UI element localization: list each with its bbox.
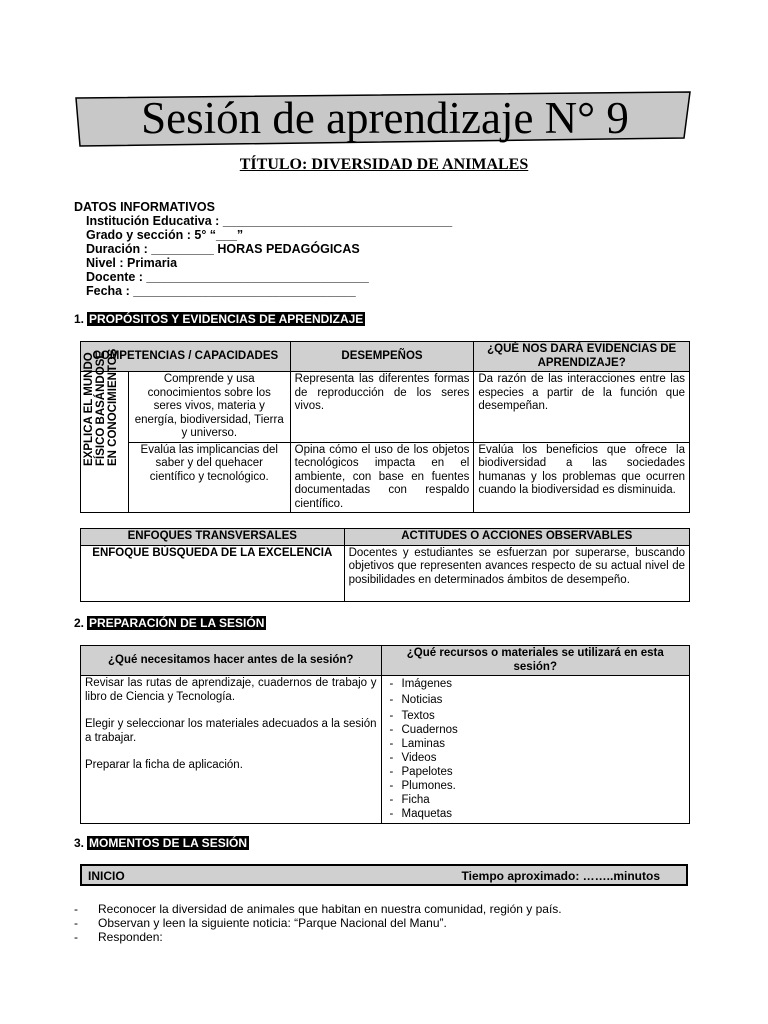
recurso-item: - Plumones. [390,779,686,793]
recurso-item: - Cuadernos [390,723,686,737]
header-desempenos: DESEMPEÑOS [290,342,474,372]
recurso-item: - Imágenes [390,677,686,691]
propositos-table [80,341,690,513]
header-antes: ¿Qué necesitamos hacer antes de la sesión? [81,646,382,676]
header-actitudes: ACTITUDES O ACCIONES OBSERVABLES [344,529,689,546]
antes-item: Elegir y seleccionar los materiales adecuados a la sesión a trabajar. [85,718,377,744]
evidencia-cell: Da razón de las interacciones entre las especies a partir de la función que desempeñan. [474,372,690,443]
antes-item: Preparar la ficha de aplicación. [85,759,243,771]
capacidad-cell: Evalúa las implicancias del saber y del quehacer científico y tecnológico. [128,442,290,513]
capacidad-cell: Comprende y usa conocimientos sobre los seres vivos, materia y energía, biodiversidad, Tierra y universo. [128,372,290,443]
header-enfoques: ENFOQUES TRANSVERSALES [81,529,345,546]
nivel-field: Nivel : Primaria [86,256,178,270]
recurso-item: - Ficha [390,793,686,807]
docente-field: Docente : ________________________________ [86,270,369,284]
datos-informativos [74,200,452,298]
header-competencias: COMPETENCIAS / CAPACIDADES [81,342,291,372]
tiempo-aproximado: Tiempo aproximado: ……..minutos [461,869,660,883]
section-1-heading: 1. PROPÓSITOS Y EVIDENCIAS DE APRENDIZAJE [74,312,364,326]
grado-field: Grado y sección : 5° “___” [86,228,244,242]
competencia-text: EXPLICA EL MUNDO FÍSICO BASÁNDOSE EN CONOCIMIENTOS [83,348,119,466]
preparacion-table [80,645,690,824]
section-2-label: PREPARACIÓN DE LA SESIÓN [89,616,265,630]
section-3-label: MOMENTOS DE LA SESIÓN [89,836,248,850]
recurso-item: - Textos [390,709,686,723]
evidencia-cell: Evalúa los beneficios que ofrece la biodiversidad a las sociedades humanas y los problemas que ocurren cuando la biodiversidad es disminuida. [474,442,690,513]
inicio-label: INICIO [88,869,125,883]
desempeno-cell: Opina cómo el uso de los objetos tecnológicos impacta en el ambiente, con base en fuentes documentadas con respaldo científico. [290,442,474,513]
header-recursos: ¿Qué recursos o materiales se utilizará en esta sesión? [381,646,690,676]
recurso-item: - Videos [390,751,686,765]
recurso-item: - Papelotes [390,765,686,779]
datos-heading: DATOS INFORMATIVOS [74,200,215,214]
session-title: Sesión de aprendizaje N° 9 [141,93,629,143]
recurso-item: - Maquetas [390,807,686,821]
recursos-list [390,677,686,821]
enfoques-table [80,528,690,602]
inicio-bullets [74,902,562,944]
recursos-cell [381,676,690,824]
desempeno-cell: Representa las diferentes formas de reproducción de los seres vivos. [290,372,474,443]
antes-item: Revisar las rutas de aprendizaje, cuadernos de trabajo y libro de Ciencia y Tecnología. [85,677,377,703]
document-title: TÍTULO: DIVERSIDAD DE ANIMALES [239,156,529,173]
institucion-field: Institución Educativa : _________________________________ [86,214,453,228]
section-1-label: PROPÓSITOS Y EVIDENCIAS DE APRENDIZAJE [89,312,364,326]
recurso-item: - Noticias [390,693,686,707]
enfoque-cell: ENFOQUE BÚSQUEDA DE LA EXCELENCIA [81,545,345,601]
bullet-item: - Observan y leen la siguiente noticia: “Parque Nacional del Manu”. [74,916,562,930]
inicio-bar [80,864,688,886]
section-2-heading: 2. PREPARACIÓN DE LA SESIÓN [74,616,265,630]
competencia-cell [81,348,129,513]
header-evidencias: ¿QUÉ NOS DARÁ EVIDENCIAS DE APRENDIZAJE? [474,342,690,372]
bullet-item: - Reconocer la diversidad de animales que habitan en nuestra comunidad, región y país. [74,902,562,916]
fecha-field: Fecha : ________________________________ [86,284,356,298]
section-3-heading: 3. MOMENTOS DE LA SESIÓN [74,836,248,850]
recurso-item: - Laminas [390,737,686,751]
duracion-field: Duración : _________ HORAS PEDAGÓGICAS [86,242,360,256]
actitud-cell: Docentes y estudiantes se esfuerzan por superarse, buscando objetivos que representen avances respecto de su actual nivel de posibilidades en determinados ámbitos de desempeño. [344,545,689,601]
bullet-item: - Responden: [74,930,562,944]
antes-cell [81,676,382,824]
